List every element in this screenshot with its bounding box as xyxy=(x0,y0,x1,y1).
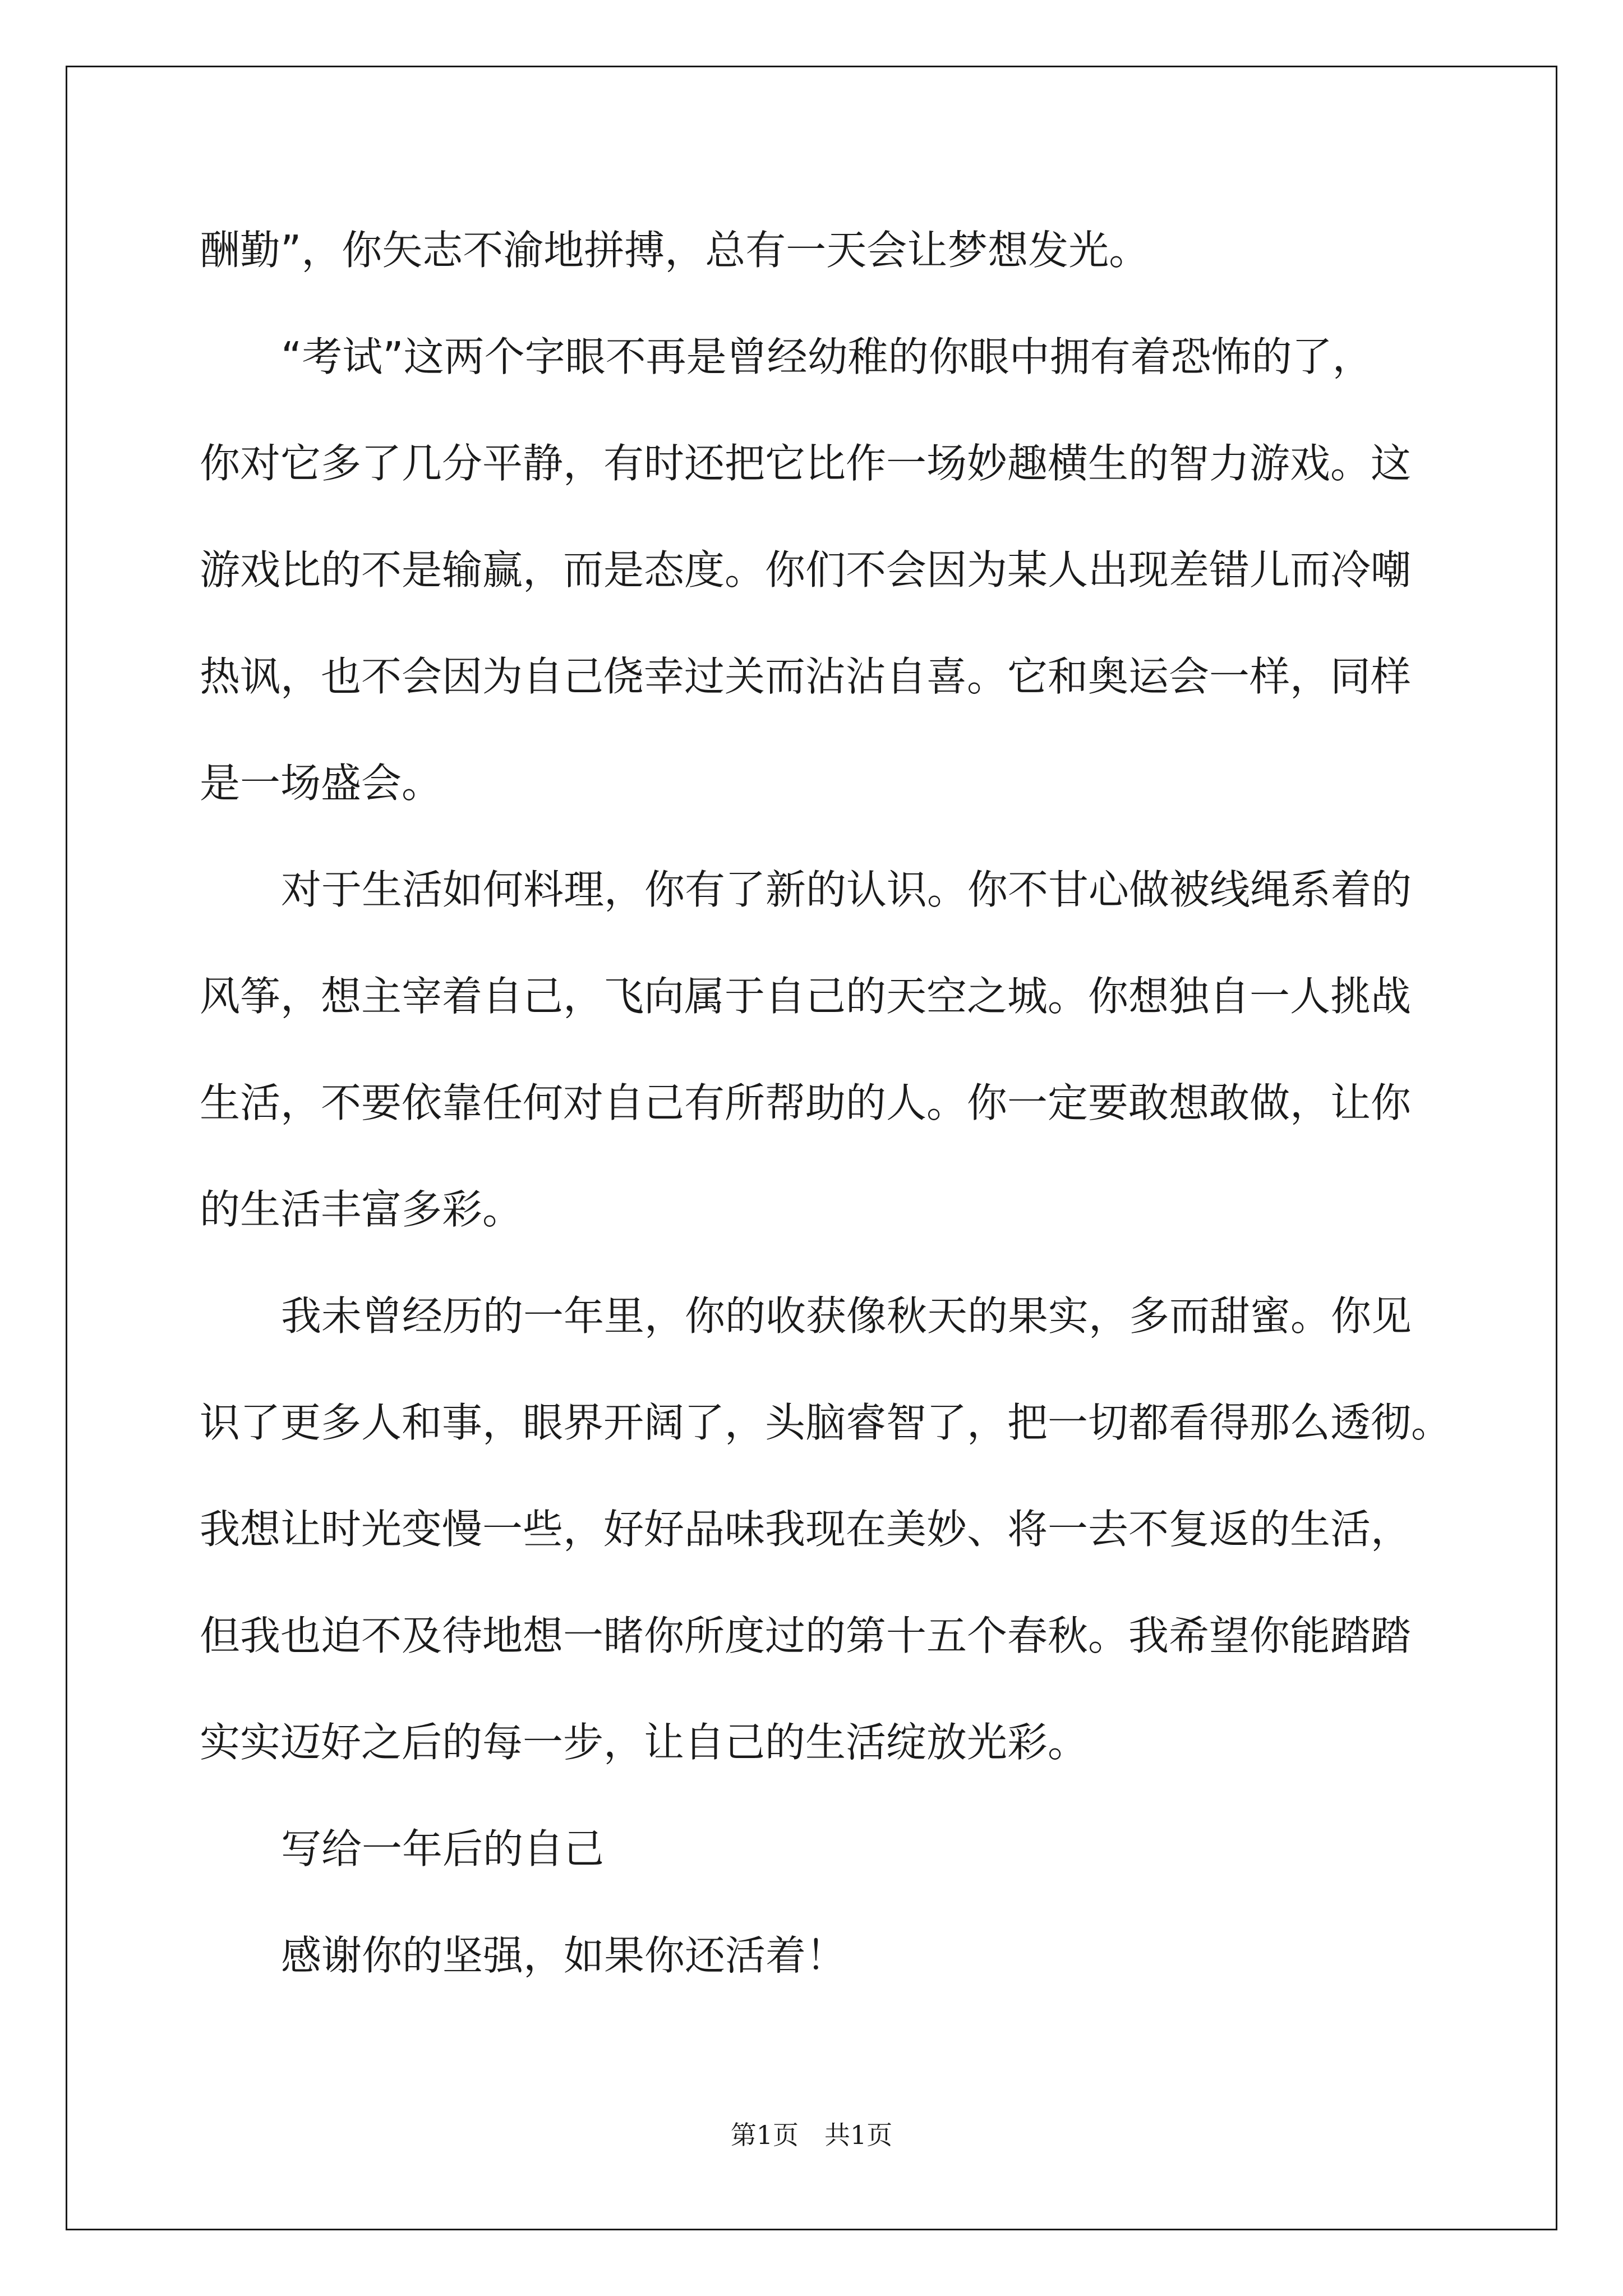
text-line: 的生活丰富多彩。 xyxy=(200,1186,523,1233)
text-line: 风筝，想主宰着自己，飞向属于自己的天空之城。你想独自一人挑战 xyxy=(200,973,1412,1020)
text-line: 实实迈好之后的每一步，让自己的生活绽放光彩。 xyxy=(200,1719,1089,1766)
text-line: 热讽，也不会因为自己侥幸过关而沾沾自喜。它和奥运会一样，同样 xyxy=(200,653,1412,700)
page-number-footer: 第1页 共1页 xyxy=(730,2120,893,2150)
page-border xyxy=(66,66,1557,2230)
text-line: 游戏比的不是输赢，而是态度。你们不会因为某人出现差错儿而冷嘲 xyxy=(200,546,1412,593)
text-line: 你对它多了几分平静，有时还把它比作一场妙趣横生的智力游戏。这 xyxy=(200,440,1412,487)
text-line: 我想让时光变慢一些，好好品味我现在美妙、将一去不复返的生活， xyxy=(200,1506,1412,1553)
section-heading: 写给一年后的自己 xyxy=(281,1825,605,1872)
text-line: 生活，不要依靠任何对自己有所帮助的人。你一定要敢想敢做，让你 xyxy=(200,1079,1412,1126)
text-line: 我未曾经历的一年里，你的收获像秋天的果实，多而甜蜜。你见 xyxy=(281,1292,1412,1340)
text-line: 是一场盛会。 xyxy=(200,760,442,807)
text-line: 但我也迫不及待地想一睹你所度过的第十五个春秋。我希望你能踏踏 xyxy=(200,1612,1412,1659)
text-line: 酬勤”，你矢志不渝地拼搏，总有一天会让梦想发光。 xyxy=(200,227,1150,274)
text-line: 识了更多人和事，眼界开阔了，头脑睿智了，把一切都看得那么透彻。 xyxy=(200,1399,1452,1446)
text-line: “考试”这两个字眼不再是曾经幼稚的你眼中拥有着恐怖的了， xyxy=(281,333,1373,380)
text-line: 对于生活如何料理，你有了新的认识。你不甘心做被线绳系着的 xyxy=(281,866,1412,913)
text-line: 感谢你的坚强，如果你还活着！ xyxy=(281,1932,847,1979)
